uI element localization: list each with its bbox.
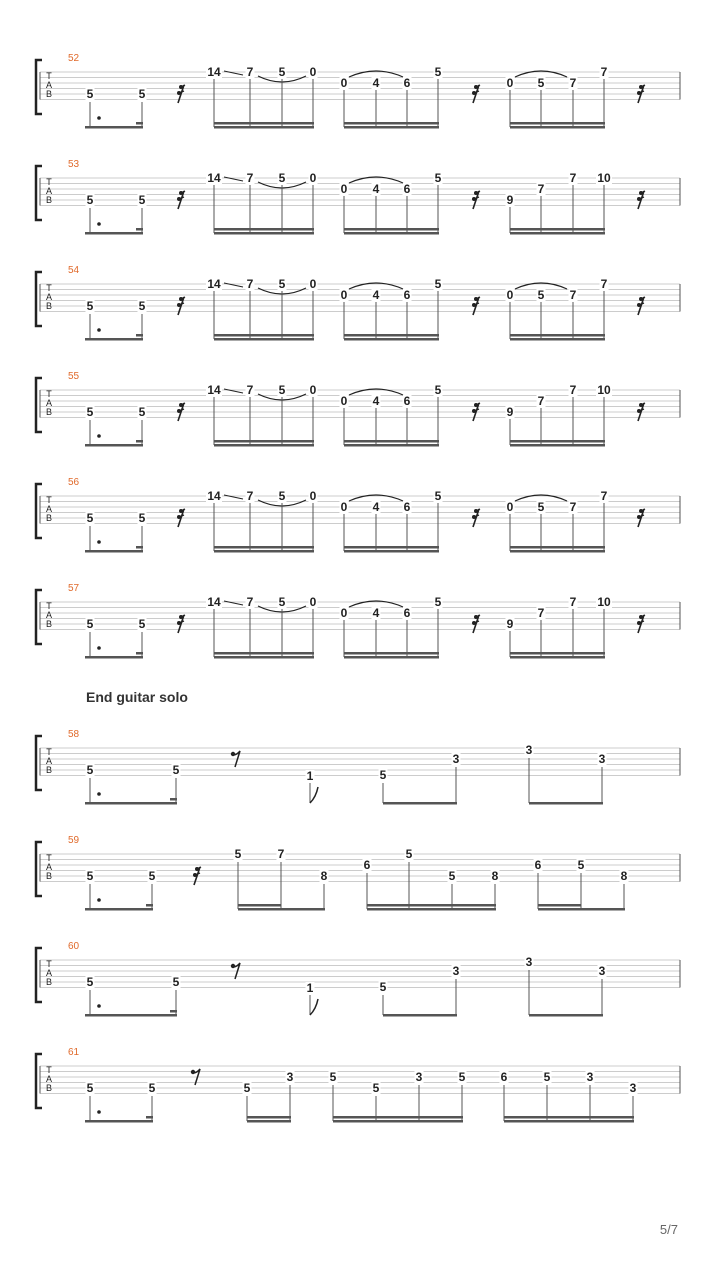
fret-number: 5 [278, 383, 286, 397]
fret-number: 5 [86, 87, 94, 101]
tab-clef-letter: B [45, 407, 53, 417]
dot [97, 328, 101, 332]
fret-number: 4 [372, 76, 380, 90]
fret-number: 9 [506, 617, 514, 631]
fret-number: 5 [243, 1081, 251, 1095]
fret-number: 8 [491, 869, 499, 883]
fret-number: 5 [86, 193, 94, 207]
measure-number: 53 [68, 159, 80, 170]
fret-number: 5 [278, 171, 286, 185]
fret-number: 5 [86, 405, 94, 419]
beam [367, 908, 496, 911]
beam [333, 1116, 463, 1119]
beam [85, 656, 143, 659]
beam [85, 1120, 153, 1123]
beam [238, 904, 281, 907]
beam [85, 550, 143, 553]
beam [333, 1120, 463, 1123]
fret-number: 7 [569, 500, 577, 514]
fret-number: 6 [403, 288, 411, 302]
tab-clef-letter: T [46, 853, 52, 863]
measure-number: 54 [68, 265, 80, 276]
measure-number: 58 [68, 729, 80, 740]
fret-number: 7 [600, 489, 608, 503]
fret-number: 5 [172, 975, 180, 989]
beam [214, 656, 314, 659]
beam [146, 904, 153, 907]
beam [136, 228, 143, 231]
fret-number: 5 [86, 299, 94, 313]
tab-clef-letter: A [45, 186, 53, 196]
beam [214, 232, 314, 235]
note-flag [310, 999, 318, 1015]
fret-number: 3 [598, 964, 606, 978]
fret-number: 0 [340, 394, 348, 408]
fret-number: 7 [569, 383, 577, 397]
fret-number: 7 [600, 65, 608, 79]
fret-number: 5 [138, 193, 146, 207]
tab-clef-letter: T [46, 283, 52, 293]
tab-clef-letter: T [46, 389, 52, 399]
fret-number: 5 [148, 869, 156, 883]
tab-clef-letter: A [45, 610, 53, 620]
beam [383, 1014, 457, 1017]
fret-number: 0 [506, 76, 514, 90]
fret-number: 4 [372, 288, 380, 302]
fret-number: 0 [506, 500, 514, 514]
fret-number: 5 [86, 763, 94, 777]
fret-number: 0 [309, 65, 317, 79]
tab-clef-letter: A [45, 80, 53, 90]
fret-number: 8 [620, 869, 628, 883]
fret-number: 5 [434, 171, 442, 185]
fret-number: 0 [309, 595, 317, 609]
fret-number: 7 [246, 383, 254, 397]
beam [538, 904, 581, 907]
fret-number: 5 [234, 847, 242, 861]
page-number: 5/7 [659, 1222, 678, 1237]
fret-number: 7 [569, 288, 577, 302]
fret-number: 5 [278, 489, 286, 503]
system-bracket [36, 60, 42, 114]
tab-clef-letter: B [45, 513, 53, 523]
fret-number: 5 [458, 1070, 466, 1084]
fret-number: 14 [207, 171, 221, 185]
beam [344, 652, 439, 655]
tab-clef-letter: A [45, 756, 53, 766]
note-flag [310, 787, 318, 803]
fret-number: 4 [372, 394, 380, 408]
beam [85, 232, 143, 235]
fret-number: 3 [525, 743, 533, 757]
fret-number: 9 [506, 193, 514, 207]
fret-number: 6 [403, 76, 411, 90]
beam [529, 802, 603, 805]
beam [214, 338, 314, 341]
fret-number: 6 [534, 858, 542, 872]
fret-number: 10 [597, 171, 611, 185]
fret-number: 7 [600, 277, 608, 291]
beam [510, 444, 605, 447]
dot [97, 222, 101, 226]
fret-number: 5 [434, 277, 442, 291]
beam [214, 334, 314, 337]
tab-clef-letter: T [46, 177, 52, 187]
tab-clef-letter: A [45, 398, 53, 408]
fret-number: 5 [448, 869, 456, 883]
dot [97, 646, 101, 650]
beam [344, 334, 439, 337]
fret-number: 7 [569, 595, 577, 609]
beam [344, 546, 439, 549]
tab-clef-letter: A [45, 504, 53, 514]
fret-number: 5 [379, 768, 387, 782]
fret-number: 5 [278, 65, 286, 79]
fret-number: 5 [577, 858, 585, 872]
beam [367, 904, 496, 907]
tab-clef-letter: B [45, 619, 53, 629]
fret-number: 6 [403, 500, 411, 514]
fret-number: 3 [286, 1070, 294, 1084]
beam [136, 334, 143, 337]
tab-clef-letter: B [45, 1083, 53, 1093]
fret-number: 7 [569, 76, 577, 90]
fret-number: 1 [306, 981, 314, 995]
fret-number: 3 [629, 1081, 637, 1095]
fret-number: 14 [207, 489, 221, 503]
beam [510, 550, 605, 553]
fret-number: 5 [138, 617, 146, 631]
fret-number: 6 [363, 858, 371, 872]
fret-number: 3 [586, 1070, 594, 1084]
fret-number: 3 [598, 752, 606, 766]
fret-number: 5 [434, 65, 442, 79]
beam [510, 338, 605, 341]
beam [136, 440, 143, 443]
tab-clef-letter: T [46, 1065, 52, 1075]
beam [214, 550, 314, 553]
system-bracket [36, 948, 42, 1002]
fret-number: 7 [537, 606, 545, 620]
fret-number: 7 [246, 277, 254, 291]
beam [238, 908, 325, 911]
measure-number: 52 [68, 53, 80, 64]
fret-number: 0 [340, 500, 348, 514]
fret-number: 8 [320, 869, 328, 883]
beam [344, 126, 439, 129]
measure-number: 59 [68, 835, 80, 846]
beam [529, 1014, 603, 1017]
beam [383, 802, 457, 805]
beam [247, 1116, 291, 1119]
tab-clef-letter: B [45, 977, 53, 987]
beam [214, 126, 314, 129]
fret-number: 0 [506, 288, 514, 302]
beam [214, 440, 314, 443]
fret-number: 5 [537, 76, 545, 90]
fret-number: 7 [246, 171, 254, 185]
measure-number: 61 [68, 1047, 80, 1058]
fret-number: 3 [452, 964, 460, 978]
fret-number: 14 [207, 277, 221, 291]
fret-number: 5 [148, 1081, 156, 1095]
beam [344, 338, 439, 341]
fret-number: 5 [86, 511, 94, 525]
beam [538, 908, 625, 911]
system-bracket [36, 166, 42, 220]
tab-clef-letter: A [45, 968, 53, 978]
beam [344, 550, 439, 553]
fret-number: 5 [138, 299, 146, 313]
dot [97, 116, 101, 120]
fret-number: 5 [537, 288, 545, 302]
fret-number: 3 [452, 752, 460, 766]
beam [510, 228, 605, 231]
fret-number: 4 [372, 500, 380, 514]
tab-clef-letter: B [45, 301, 53, 311]
fret-number: 5 [278, 277, 286, 291]
fret-number: 5 [405, 847, 413, 861]
fret-number: 9 [506, 405, 514, 419]
tab-clef-letter: T [46, 495, 52, 505]
fret-number: 5 [278, 595, 286, 609]
dot [97, 434, 101, 438]
fret-number: 10 [597, 383, 611, 397]
tab-clef-letter: T [46, 601, 52, 611]
tab-clef-letter: B [45, 195, 53, 205]
beam [510, 126, 605, 129]
fret-number: 0 [340, 288, 348, 302]
dot [97, 1110, 101, 1114]
beam [344, 122, 439, 125]
tab-clef-letter: B [45, 765, 53, 775]
beam [510, 440, 605, 443]
beam [136, 546, 143, 549]
fret-number: 3 [415, 1070, 423, 1084]
tab-clef-letter: T [46, 71, 52, 81]
fret-number: 0 [309, 277, 317, 291]
system-bracket [36, 378, 42, 432]
fret-number: 5 [434, 489, 442, 503]
fret-number: 0 [340, 606, 348, 620]
dot [97, 1004, 101, 1008]
beam [146, 1116, 153, 1119]
beam [136, 652, 143, 655]
system-bracket [36, 736, 42, 790]
system-bracket [36, 272, 42, 326]
beam [170, 1010, 177, 1013]
fret-number: 5 [543, 1070, 551, 1084]
fret-number: 4 [372, 606, 380, 620]
fret-number: 7 [246, 489, 254, 503]
measure-number: 57 [68, 583, 80, 594]
fret-number: 7 [246, 595, 254, 609]
fret-number: 5 [537, 500, 545, 514]
beam [85, 802, 177, 805]
fret-number: 5 [434, 383, 442, 397]
beam [214, 228, 314, 231]
tab-clef-letter: T [46, 959, 52, 969]
fret-number: 14 [207, 65, 221, 79]
beam [136, 122, 143, 125]
beam [214, 652, 314, 655]
beam [510, 652, 605, 655]
beam [170, 798, 177, 801]
system-bracket [36, 842, 42, 896]
tab-clef-letter: B [45, 89, 53, 99]
fret-number: 5 [434, 595, 442, 609]
fret-number: 5 [379, 980, 387, 994]
fret-number: 3 [525, 955, 533, 969]
beam [214, 122, 314, 125]
measure-number: 60 [68, 941, 80, 952]
fret-number: 4 [372, 182, 380, 196]
fret-number: 5 [138, 87, 146, 101]
dot [97, 898, 101, 902]
fret-number: 5 [138, 405, 146, 419]
system-bracket [36, 1054, 42, 1108]
fret-number: 5 [86, 869, 94, 883]
fret-number: 0 [309, 171, 317, 185]
beam [510, 656, 605, 659]
beam [504, 1120, 634, 1123]
measure-number: 55 [68, 371, 80, 382]
beam [504, 1116, 634, 1119]
fret-number: 6 [403, 394, 411, 408]
beam [344, 440, 439, 443]
tab-clef-letter: A [45, 292, 53, 302]
beam [510, 334, 605, 337]
fret-number: 1 [306, 769, 314, 783]
dot [97, 540, 101, 544]
fret-number: 6 [500, 1070, 508, 1084]
section-label: End guitar solo [86, 689, 188, 705]
tab-clef-letter: T [46, 747, 52, 757]
fret-number: 7 [537, 182, 545, 196]
fret-number: 6 [403, 182, 411, 196]
beam [85, 338, 143, 341]
fret-number: 5 [86, 1081, 94, 1095]
beam [510, 232, 605, 235]
beam [344, 232, 439, 235]
dot [97, 792, 101, 796]
fret-number: 14 [207, 595, 221, 609]
beam [344, 444, 439, 447]
fret-number: 0 [309, 489, 317, 503]
fret-number: 7 [537, 394, 545, 408]
beam [344, 228, 439, 231]
fret-number: 10 [597, 595, 611, 609]
fret-number: 0 [309, 383, 317, 397]
system-bracket [36, 590, 42, 644]
beam [85, 444, 143, 447]
beam [85, 1014, 177, 1017]
fret-number: 5 [138, 511, 146, 525]
beam [510, 122, 605, 125]
tab-clef-letter: B [45, 871, 53, 881]
tab-clef-letter: A [45, 1074, 53, 1084]
beam [247, 1120, 291, 1123]
fret-number: 7 [246, 65, 254, 79]
fret-number: 7 [277, 847, 285, 861]
beam [85, 126, 143, 129]
fret-number: 14 [207, 383, 221, 397]
beam [85, 908, 153, 911]
fret-number: 5 [372, 1081, 380, 1095]
fret-number: 6 [403, 606, 411, 620]
fret-number: 5 [86, 617, 94, 631]
system-bracket [36, 484, 42, 538]
measure-number: 56 [68, 477, 80, 488]
beam [344, 656, 439, 659]
fret-number: 0 [340, 182, 348, 196]
tab-clef-letter: A [45, 862, 53, 872]
fret-number: 7 [569, 171, 577, 185]
fret-number: 5 [172, 763, 180, 777]
beam [214, 546, 314, 549]
beam [214, 444, 314, 447]
fret-number: 5 [86, 975, 94, 989]
beam [510, 546, 605, 549]
fret-number: 5 [329, 1070, 337, 1084]
fret-number: 0 [340, 76, 348, 90]
